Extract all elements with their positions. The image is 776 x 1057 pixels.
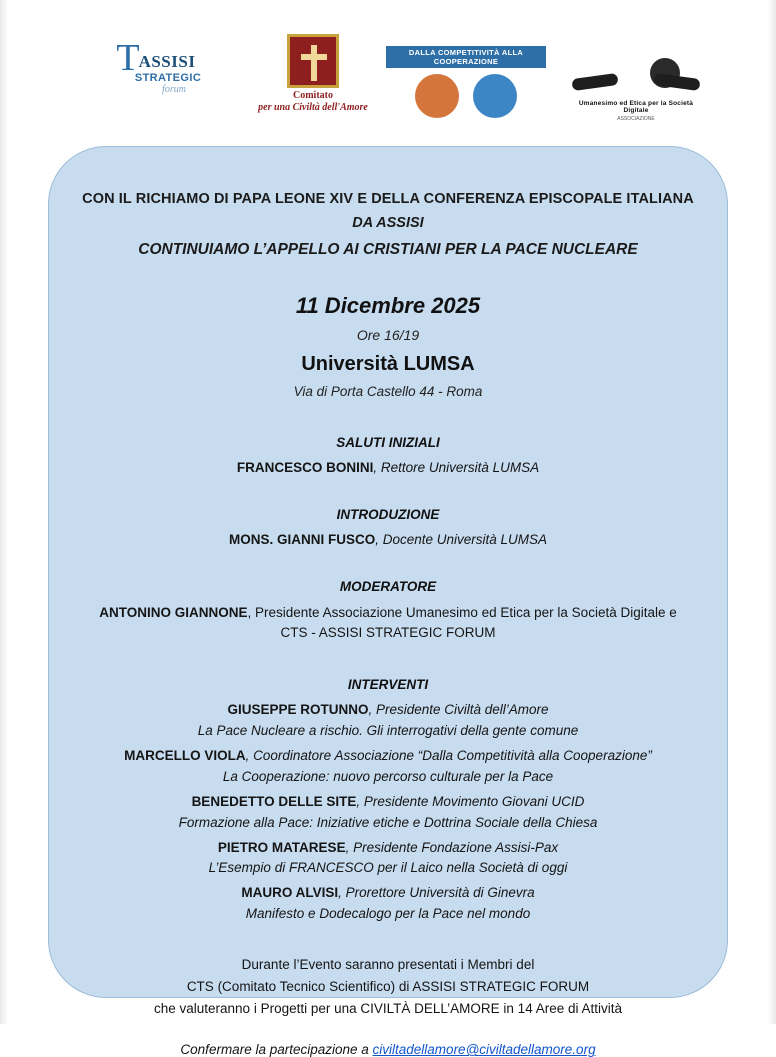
event-card	[48, 146, 728, 1057]
intervento-role-3: , Presidente Fondazione Assisi-Pax	[345, 839, 559, 855]
intervento-item	[75, 839, 701, 876]
handshake-globe-icon	[566, 56, 706, 100]
moderatore-speaker-role-line2: CTS - ASSISI STRATEGIC FORUM	[280, 624, 496, 640]
intervento-item	[75, 793, 701, 830]
assisi-strategic-forum-logo	[96, 37, 216, 95]
umanesimo-logo-line2: ASSOCIAZIONE	[617, 116, 655, 122]
globe-orange-icon	[415, 74, 459, 118]
section-title-interventi: INTERVENTI	[347, 677, 429, 693]
page-edge-left	[0, 0, 8, 1024]
introduzione-speaker-role: , Docente Università LUMSA	[375, 531, 548, 547]
event-address: Via di Porta Castello 44 - Roma	[293, 384, 483, 399]
intervento-name-1: MARCELLO VIOLA	[124, 747, 246, 763]
section-title-introduzione: INTRODUZIONE	[336, 506, 440, 522]
event-venue: Università LUMSA	[301, 353, 475, 375]
page-edge-right	[768, 0, 776, 1024]
intervento-name-0: GIUSEPPE ROTUNNO	[227, 702, 369, 718]
intervento-speaker-4	[75, 884, 701, 902]
intervento-subtitle-0: La Pace Nucleare a rischio. Gli interrogativi della gente comune	[197, 722, 579, 738]
intervento-speaker-2	[75, 793, 701, 811]
introduzione-speaker-name: MONS. GIANNI FUSCO	[228, 531, 376, 547]
comitato-civilta-amore-logo	[238, 34, 388, 113]
intervento-name-2: BENEDETTO DELLE SITE	[191, 793, 357, 809]
intervento-subtitle-4: Manifesto e Dodecalogo per la Pace nel mondo	[245, 906, 531, 922]
assisi-logo-line1: ASSISI	[138, 52, 196, 71]
intervento-item	[75, 747, 701, 784]
introduzione-speaker	[75, 531, 701, 549]
tau-cross-icon: T	[116, 37, 140, 79]
intervento-speaker-3	[75, 839, 701, 857]
confirm-prefix: Confermare la partecipazione a	[180, 1042, 373, 1057]
event-time: Ore 16/19	[356, 327, 420, 343]
heading-line-3: CONTINUIAMO L’APPELLO AI CRISTIANI PER LA PACE NUCLEARE	[138, 241, 638, 258]
umanesimo-logo-line1: Umanesimo ed Etica per la Società Digitale	[578, 100, 694, 114]
globe-blue-icon	[473, 74, 517, 118]
intervento-subtitle-3: L’Esempio di FRANCESCO per il Laico nella Società di oggi	[208, 860, 568, 876]
intervento-name-3: PIETRO MATARESE	[217, 839, 346, 855]
logo-row	[0, 34, 776, 134]
umanesimo-etica-societa-digitale-logo	[566, 56, 706, 122]
globes-group	[386, 74, 546, 118]
assisi-logo-line2: STRATEGIC	[134, 72, 202, 84]
intervento-role-4: , Prorettore Università di Ginevra	[338, 885, 535, 901]
intervento-name-4: MAURO ALVISI	[241, 885, 339, 901]
section-title-saluti: SALUTI INIZIALI	[336, 435, 440, 450]
saluti-speaker-role: , Rettore Università LUMSA	[373, 460, 540, 475]
intervento-speaker-1	[75, 747, 701, 765]
saluti-speaker	[75, 459, 701, 477]
moderatore-speaker-name: ANTONINO GIANNONE	[99, 604, 248, 620]
intervento-role-1: , Coordinatore Associazione “Dalla Competitività alla Cooperazione”	[245, 747, 652, 763]
comitato-logo-line2: per una Civiltà dell'Amore	[258, 102, 368, 113]
footer-block	[75, 957, 701, 1016]
moderatore-speaker-role: , Presidente Associazione Umanesimo ed Etica per la Società Digitale e	[247, 604, 677, 620]
event-date: 11 Dicembre 2025	[295, 293, 481, 318]
intervento-item	[75, 884, 701, 921]
moderatore-speaker	[75, 603, 701, 644]
confirm-participation	[75, 1042, 701, 1057]
assisi-logo-line3: forum	[162, 84, 186, 95]
dalla-competitivita-alla-cooperazione-logo	[386, 46, 546, 118]
email-link[interactable]: civiltadellamore@civiltadellamore.org	[372, 1042, 596, 1057]
footer-line-1: Durante l’Evento saranno presentati i Membri del	[241, 957, 535, 973]
heading-line-2: DA ASSISI	[352, 215, 424, 231]
footer-line-2: CTS (Comitato Tecnico Scientifico) di ASSISI STRATEGIC FORUM	[186, 979, 590, 995]
intervento-role-0: , Presidente Civiltà dell’Amore	[368, 702, 549, 718]
footer-line-3: che valuteranno i Progetti per una CIVILTÀ DELL’AMORE in 14 Aree di Attività	[154, 1001, 622, 1017]
heading-line-1: CON IL RICHIAMO DI PAPA LEONE XIV E DELLA CONFERENZA EPISCOPALE ITALIANA	[82, 191, 694, 207]
intervento-item	[75, 701, 701, 738]
cross-icon	[287, 34, 339, 88]
saluti-speaker-name: FRANCESCO BONINI	[236, 460, 374, 475]
cooperazione-banner: DALLA COMPETITIVITÀ ALLA COOPERAZIONE	[386, 46, 546, 68]
intervento-subtitle-2: Formazione alla Pace: Iniziative etiche e Dottrina Sociale della Chiesa	[178, 814, 598, 830]
comitato-logo-line1: Comitato	[293, 90, 333, 101]
intervento-speaker-0	[75, 701, 701, 719]
hand-right-icon	[653, 73, 700, 91]
intervento-role-2: , Presidente Movimento Giovani UCID	[356, 793, 585, 809]
intervento-subtitle-1: La Cooperazione: nuovo percorso culturale per la Pace	[222, 768, 554, 784]
hand-left-icon	[571, 73, 618, 91]
section-title-moderatore: MODERATORE	[339, 578, 437, 594]
